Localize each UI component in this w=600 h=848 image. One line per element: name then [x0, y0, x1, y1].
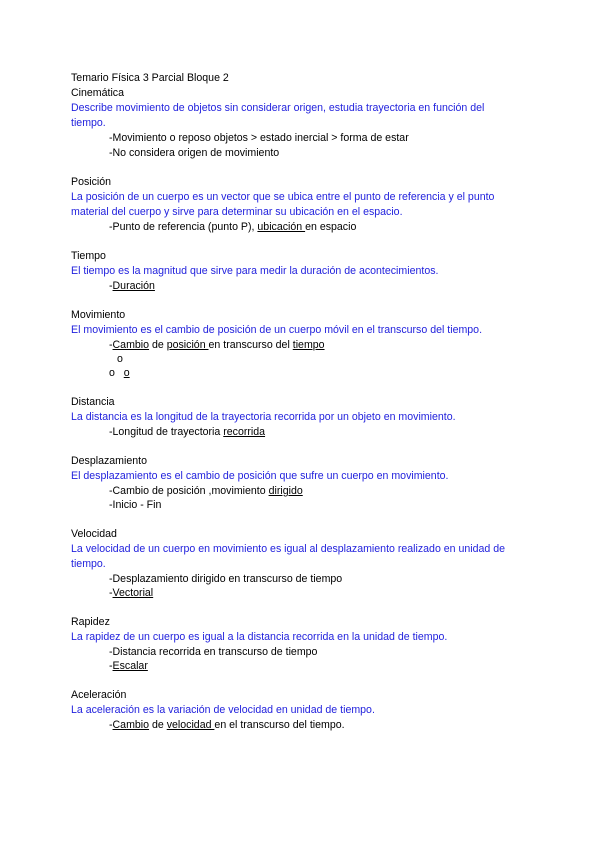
bullet-velocidad-2 [109, 586, 153, 600]
bullet-movimiento-1 [109, 338, 325, 352]
bullet-text: en espacio [305, 221, 357, 233]
definition-rapidez-line-1: La rapidez de un cuerpo es igual a la distancia recorrida en la unidad de tiempo. [71, 631, 448, 643]
section-heading-velocidad: Velocidad [71, 528, 117, 540]
bullet-aceleracion-1 [109, 718, 345, 732]
bullet-posicion-1 [109, 220, 356, 234]
section-heading-rapidez: Rapidez [71, 616, 110, 628]
section-heading-tiempo: Tiempo [71, 250, 106, 262]
underlined-term: tiempo [292, 339, 325, 351]
definition-movimiento-line-1: El movimiento es el cambio de posición de un cuerpo móvil en el transcurso del tiempo. [71, 324, 483, 336]
bullet-text: -Cambio de posición ,movimiento [109, 485, 269, 497]
sub-bullet-movimiento-1: o [117, 353, 123, 365]
bullet-text: - [109, 660, 113, 672]
bullet-rapidez-1: -Distancia recorrida en transcurso de tiempo [109, 646, 318, 658]
underlined-term: recorrida [223, 426, 266, 438]
bullet-rapidez-2 [109, 659, 148, 673]
bullet-text: -Longitud de trayectoria [109, 426, 224, 438]
underlined-term: Duración [112, 280, 155, 292]
document-title: Temario Física 3 Parcial Bloque 2 [71, 72, 229, 84]
bullet-tiempo-1 [109, 279, 155, 293]
definition-posicion-line-2: material del cuerpo y sirve para determinar su ubicación en el espacio. [71, 206, 403, 218]
definition-desplazamiento-line-1: El desplazamiento es el cambio de posición que sufre un cuerpo en movimiento. [71, 470, 449, 482]
section-heading-distancia: Distancia [71, 396, 115, 408]
bullet-text: de [149, 719, 167, 731]
bullet-velocidad-1: -Desplazamiento dirigido en transcurso de tiempo [109, 573, 343, 585]
definition-cinematica-line-2: tiempo. [71, 117, 106, 129]
bullet-text: - [109, 719, 113, 731]
bullet-distancia-1 [109, 425, 265, 439]
bullet-desplazamiento-2: -Inicio - Fin [109, 499, 162, 511]
bullet-text: - [109, 587, 113, 599]
bullet-text: - [109, 339, 113, 351]
definition-velocidad-line-1: La velocidad de un cuerpo en movimiento es igual al desplazamiento realizado en unidad de [71, 543, 506, 555]
bullet-text: de [149, 339, 167, 351]
section-heading-cinematica: Cinemática [71, 87, 124, 99]
section-heading-movimiento: Movimiento [71, 309, 126, 321]
bullet-text: -Punto de referencia (punto P), [109, 221, 258, 233]
bullet-cinematica-1: -Movimiento o reposo objetos > estado inercial > forma de estar [109, 132, 409, 144]
bullet-text: en transcurso del [208, 339, 293, 351]
underlined-term: Cambio [112, 719, 150, 731]
underlined-term: velocidad [166, 719, 215, 731]
definition-tiempo-line-1: El tiempo es la magnitud que sirve para medir la duración de acontecimientos. [71, 265, 439, 277]
underlined-term: posición [166, 339, 209, 351]
definition-aceleracion-line-1: La aceleración es la variación de velocidad en unidad de tiempo. [71, 704, 375, 716]
underlined-term: Escalar [112, 660, 148, 672]
section-heading-desplazamiento: Desplazamiento [71, 455, 147, 467]
underlined-term: ubicación [257, 221, 306, 233]
definition-cinematica-line-1: Describe movimiento de objetos sin considerar origen, estudia trayectoria en función del [71, 102, 485, 114]
sub-bullet-movimiento-2 [109, 366, 130, 380]
section-heading-aceleracion: Aceleración [71, 689, 127, 701]
bullet-text: - [109, 280, 113, 292]
underlined-term: Vectorial [112, 587, 154, 599]
bullet-text: en el transcurso del tiempo. [214, 719, 345, 731]
underlined-term: o [123, 367, 130, 379]
underlined-term: dirigido [268, 485, 303, 497]
bullet-desplazamiento-1 [109, 484, 303, 498]
bullet-text: o [109, 367, 124, 379]
definition-velocidad-line-2: tiempo. [71, 558, 106, 570]
section-heading-posicion: Posición [71, 176, 112, 188]
underlined-term: Cambio [112, 339, 150, 351]
definition-posicion-line-1: La posición de un cuerpo es un vector que se ubica entre el punto de referencia y el punto [71, 191, 495, 203]
bullet-cinematica-2: -No considera origen de movimiento [109, 147, 280, 159]
definition-distancia-line-1: La distancia es la longitud de la trayectoria recorrida por un objeto en movimiento. [71, 411, 456, 423]
